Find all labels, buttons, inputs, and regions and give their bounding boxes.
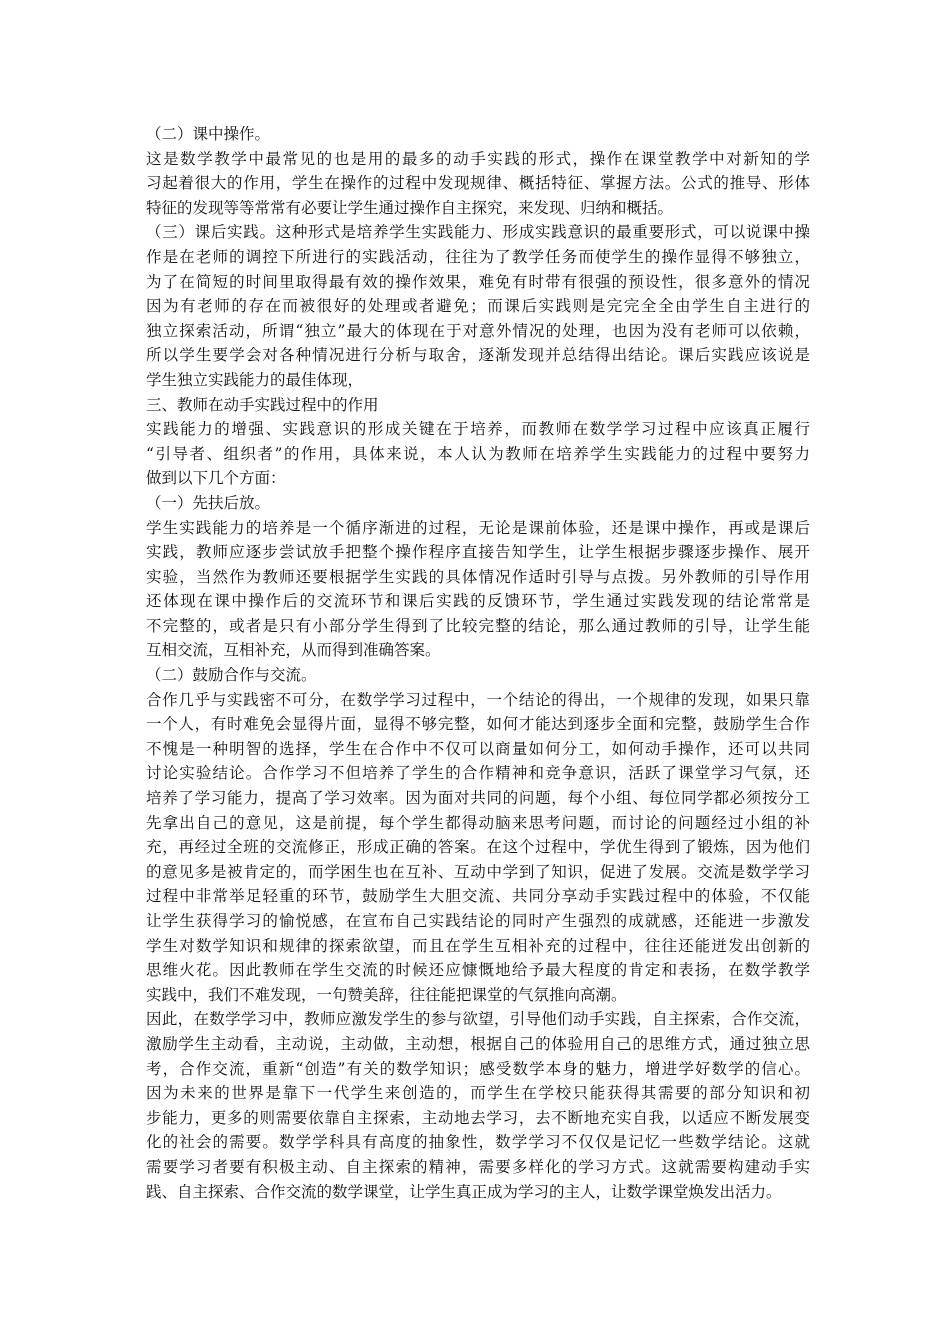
paragraph-line: 过程中非常举足轻重的环节，鼓励学生大胆交流、共同分享动手实践过程中的体验，不仅能 [146,887,810,906]
paragraph-line: 不完整的，或者是只有小部分学生得到了比较完整的结论，那么通过教师的引导，让学生能 [146,616,810,635]
paragraph-line: 学生实践能力的培养是一个循序渐进的过程，无论是课前体验，还是课中操作，再或是课后 [146,518,810,537]
paragraph-line: 学生独立实践能力的最佳体现， [146,370,364,389]
paragraph-line: 一个人，有时难免会显得片面，显得不够完整，如何才能达到逐步全面和完整，鼓励学生合作 [146,715,810,734]
paragraph-line: 不愧是一种明智的选择，学生在合作中不仅可以商量如何分工，如何动手操作，还可以共同 [146,739,810,758]
paragraph-line: 因为有老师的存在而被很好的处理或者避免；而课后实践则是完完全全由学生自主进行的 [146,297,810,316]
paragraph-line: 实践，教师应逐步尝试放手把整个操作程序直接告知学生，让学生根据步骤逐步操作、展开 [146,543,810,562]
paragraph-line: 学生对数学知识和规律的探索欲望，而且在学生互相补充的过程中，往往还能迸发出创新的 [146,936,810,955]
paragraph-line: “引导者、组织者”的作用，具体来说，本人认为教师在培养学生实践能力的过程中要努力 [146,444,810,463]
paragraph-line: 独立探索活动，所谓“独立”最大的体现在于对意外情况的处理，也因为没有老师可以依赖， [146,321,810,340]
paragraph-line: 步能力，更多的则需要依靠自主探索，主动地去学习，去不断地充实自我，以适应不断发展变 [146,1108,810,1127]
paragraph-line: 的意见多是被肯定的，而学困生也在互补、互动中学到了知识，促进了发展。交流是数学学习 [146,862,810,881]
paragraph-line: 让学生获得学习的愉悦感，在宣布自己实践结论的同时产生强烈的成就感，还能进一步激发 [146,912,810,930]
paragraph-line: 考，合作交流，重新“创造”有关的数学知识；感受数学本身的魅力，增进学好数学的信心。 [146,1059,810,1078]
paragraph-line: 还体现在课中操作后的交流环节和课后实践的反馈环节，学生通过实践发现的结论常常是 [146,592,810,611]
paragraph-line: 充，再经过全班的交流修正，形成正确的答案。在这个过程中，学优生得到了锻炼，因为他们 [146,838,810,857]
section-heading-teacher-role: 三、教师在动手实践过程中的作用 [146,395,379,414]
section-heading-support-then-release: （一）先扶后放。 [146,493,271,512]
paragraph-line: 实践能力的增强、实践意识的形成关键在于培养，而教师在数学学习过程中应该真正履行 [146,420,810,439]
paragraph-line: 作是在老师的调控下所进行的实践活动，往往为了教学任务而使学生的操作显得不够独立， [146,247,810,266]
paragraph-line: 践、自主探索、合作交流的数学课堂，让学生真正成为学习的主人，让数学课堂焕发出活力。 [146,1182,782,1201]
section-heading-after-class-practice: （三）课后实践。这种形式是培养学生实践能力、形成实践意识的最重要形式，可以说课中操 [146,223,810,242]
paragraph-line: 因此，在数学学习中，教师应激发学生的参与欲望，引导他们动手实践，自主探索，合作交流， [146,1010,810,1029]
paragraph-line: 为了在简短的时间里取得最有效的操作效果，难免有时带有很强的预设性，很多意外的情况 [146,272,810,291]
section-heading-in-class-operation: （二）课中操作。 [146,125,271,143]
paragraph-line: 做到以下几个方面： [146,469,286,488]
paragraph-line: 先拿出自己的意见，这是前提，每个学生都得动脑来思考问题，而讨论的问题经过小组的补 [146,813,810,832]
paragraph-line: 培养了学习能力，提高了学习效率。因为面对共同的问题，每个小组、每位同学都必须按分工 [146,789,810,808]
paragraph-line: 需要学习者要有积极主动、自主探索的精神，需要多样化的学习方式。这就需要构建动手实 [146,1157,810,1176]
paragraph-line: 所以学生要学会对各种情况进行分析与取舍，逐渐发现并总结得出结论。课后实践应该说是 [146,346,810,365]
paragraph-line: 讨论实验结论。合作学习不但培养了学生的合作精神和竞争意识，活跃了课堂学习气氛，还 [146,764,810,783]
paragraph-line: 激励学生主动看，主动说，主动做，主动想，根据自己的体验用自己的思维方式，通过独立思 [146,1034,810,1053]
paragraph-line: 习起着很大的作用，学生在操作的过程中发现规律、概括特征、掌握方法。公式的推导、形体 [146,174,810,193]
paragraph-line: 实践中，我们不难发现，一句赞美辞，往往能把课堂的气氛推向高潮。 [146,985,627,1004]
paragraph-line: 这是数学教学中最常见的也是用的最多的动手实践的形式，操作在课堂教学中对新知的学 [146,149,810,168]
paragraph-line: 特征的发现等等常常有必要让学生通过操作自主探究，来发现、归纳和概括。 [146,198,674,217]
paragraph-line: 合作几乎与实践密不可分，在数学学习过程中，一个结论的得出，一个规律的发现，如果只靠 [146,690,810,709]
document-body [146,122,810,1204]
paragraph-line: 思维火花。因此教师在学生交流的时候还应慷慨地给予最大程度的肯定和表扬，在数学教学 [146,961,810,980]
section-heading-cooperation-exchange: （二）鼓励合作与交流。 [146,666,317,685]
paragraph-line: 化的社会的需要。数学学科具有高度的抽象性，数学学习不仅仅是记忆一些数学结论。这就 [146,1133,810,1152]
paragraph-line: 因为未来的世界是靠下一代学生来创造的，而学生在学校只能获得其需要的部分知识和初 [146,1084,810,1103]
paragraph-line: 实验，当然作为教师还要根据学生实践的具体情况作适时引导与点拨。另外教师的引导作用 [146,567,810,586]
paragraph-line: 互相交流，互相补充，从而得到准确答案。 [146,641,441,660]
